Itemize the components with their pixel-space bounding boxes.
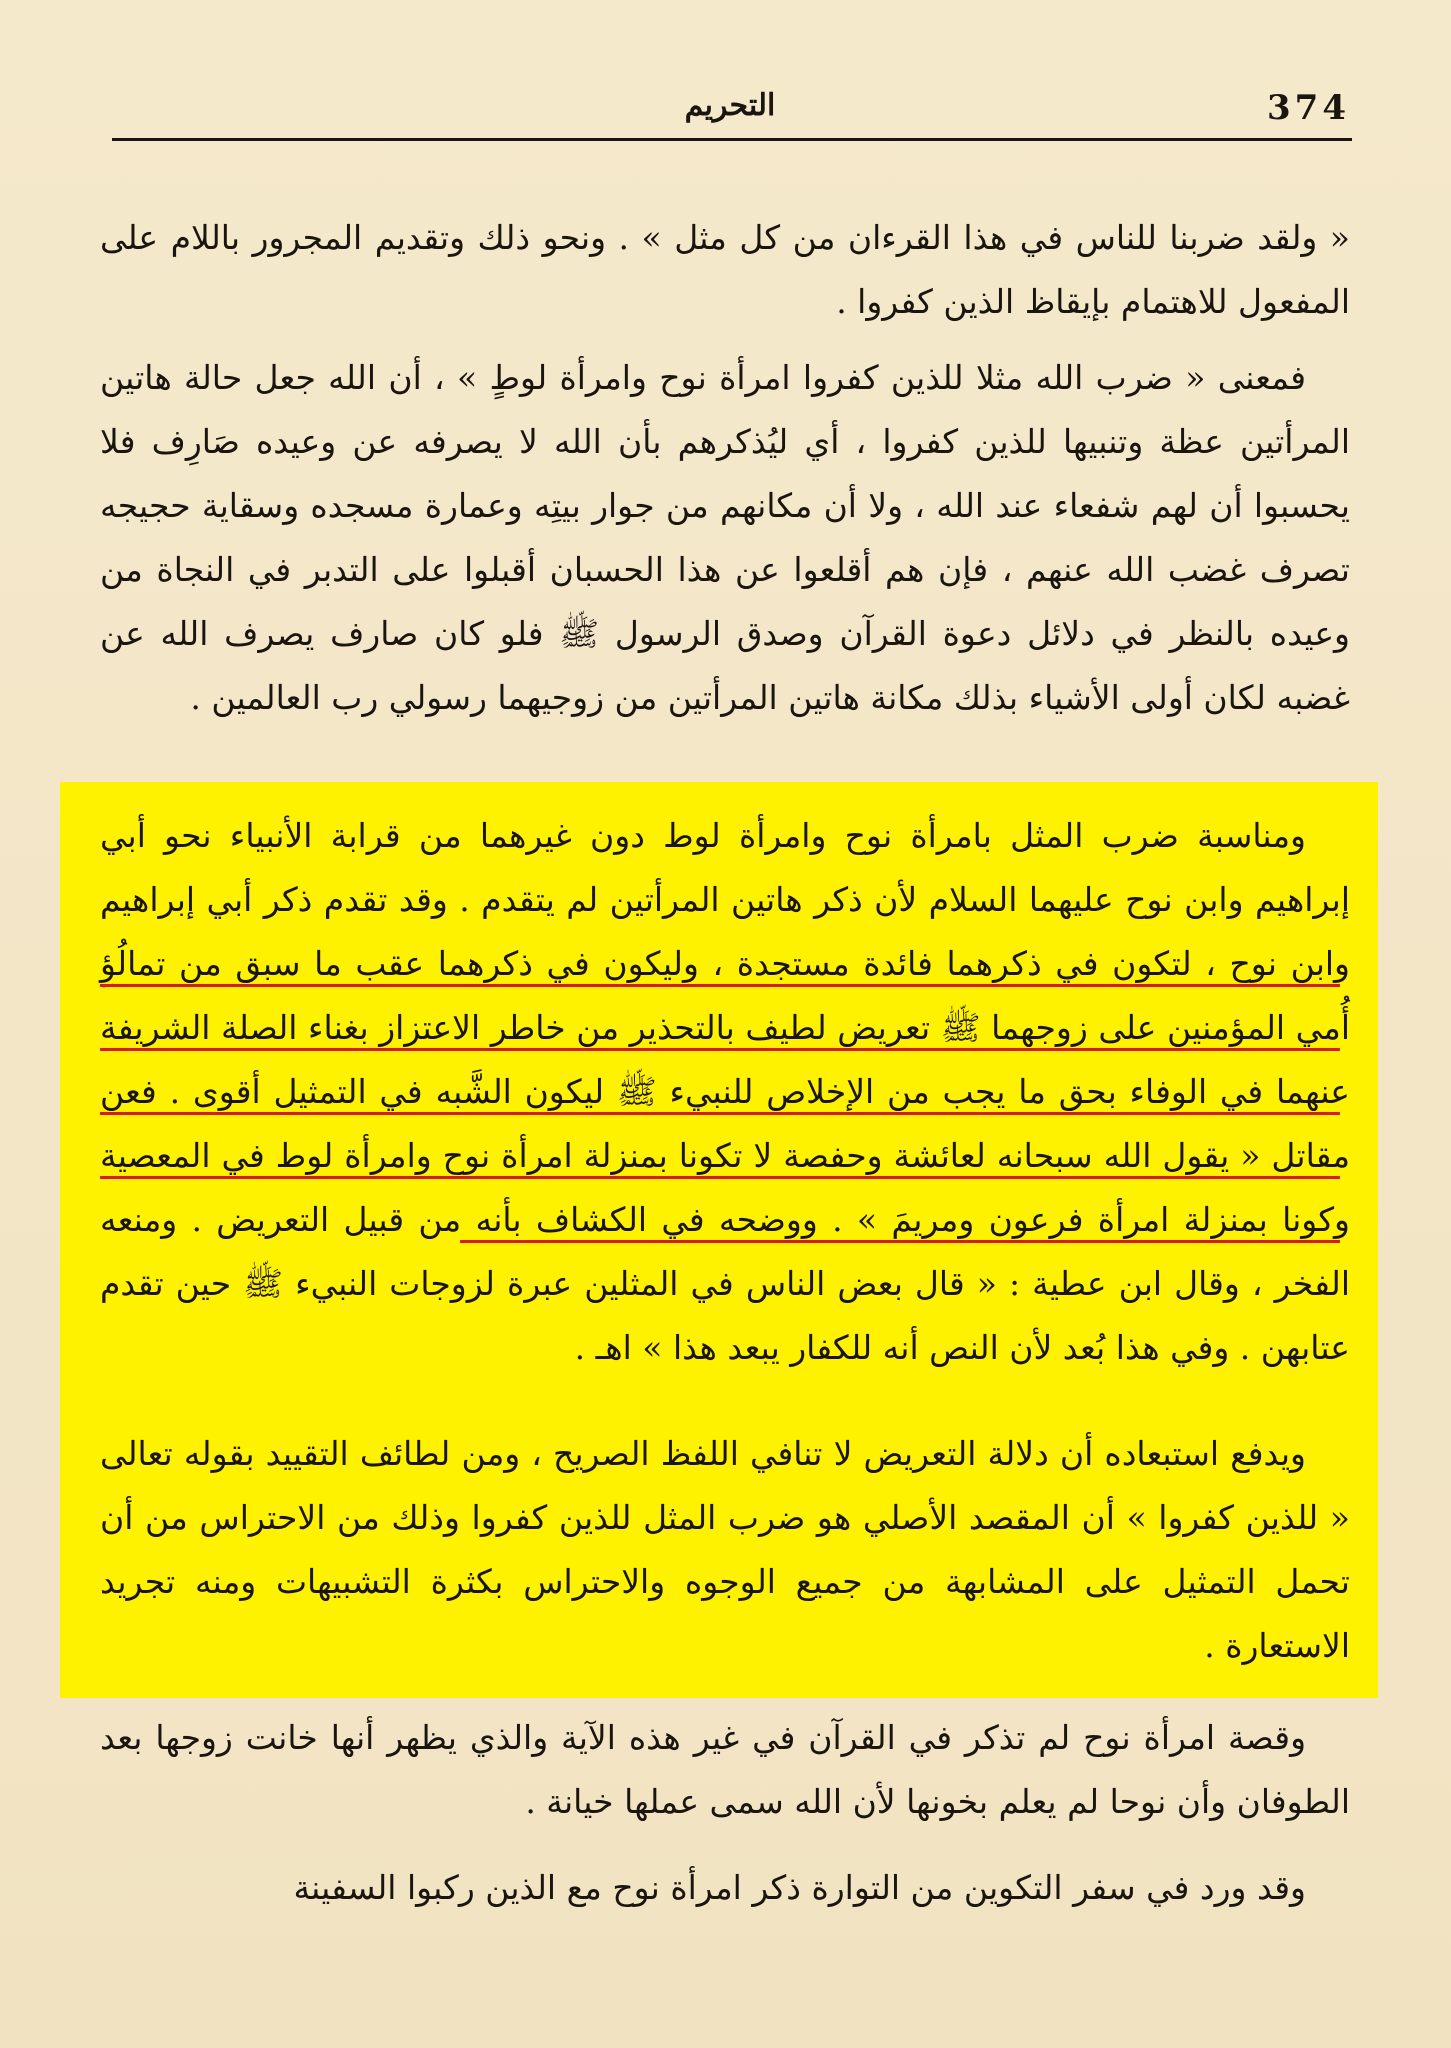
paragraph-2 bbox=[100, 346, 1350, 730]
underline-mark bbox=[100, 1112, 1340, 1115]
paragraph-text: وقصة امرأة نوح لم تذكر في القرآن في غير هذه الآية والذي يظهر أنها خانت زوجها بعد الطوفان وأن نوحا لم يعلم بخونها لأن الله سمى عملها خيانة . bbox=[100, 1718, 1350, 1821]
header-rule bbox=[112, 138, 1352, 141]
underline-mark bbox=[100, 1176, 1340, 1179]
underline-mark bbox=[460, 1240, 1340, 1243]
paragraph-4 bbox=[100, 1422, 1350, 1678]
page-header bbox=[110, 88, 1350, 136]
paragraph-6 bbox=[100, 1856, 1350, 1920]
paragraph-text: ويدفع استبعاده أن دلالة التعريض لا تنافي اللفظ الصريح ، ومن لطائف التقييد بقوله تعالى « للذين كفروا » أن المقصد الأصلي هو ضرب المثل للذين كفروا وذلك من الاحتراس من أن تحمل التمثيل على المشابهة من جميع الوجوه والاحتراس بكثرة التشبيهات ومنه تجريد الاستعارة . bbox=[100, 1434, 1350, 1665]
underline-mark bbox=[100, 1048, 1340, 1051]
paragraph-text: وقد ورد في سفر التكوين من التوارة ذكر امرأة نوح مع الذين ركبوا السفينة bbox=[293, 1868, 1306, 1907]
paragraph-text: « ولقد ضربنا للناس في هذا القرءان من كل مثل » . ونحو ذلك وتقديم المجرور باللام على المفعول للاهتمام بإيقاظ الذين كفروا . bbox=[100, 218, 1350, 321]
paragraph-text: ومناسبة ضرب المثل بامرأة نوح وامرأة لوط دون غيرهما من قرابة الأنبياء نحو أبي إبراهيم وابن نوح عليهما السلام لأن ذكر هاتين المرأتين لم يتقدم . وقد تقدم ذكر أبي إبراهيم وابن نوح ، لتكون في ذكرهما فائدة مستجدة ، وليكون في ذكرهما عقب ما سبق من تمالُؤِ أُمي المؤمنين على زوجهما ﷺ تعريض لطيف بالتحذير من خاطر الاعتزاز بغناء الصلة الشريفة عنهما في الوفاء بحق ما يجب من الإخلاص للنبيء ﷺ ليكون الشَّبه في التمثيل أقوى . فعن مقاتل « يقول الله سبحانه لعائشة وحفصة لا تكونا بمنزلة امرأة نوح وامرأة لوط في المعصية وكونا بمنزلة امرأة فرعون ومريمَ » . ووضحه في الكشاف بأنه من قبيل التعريض . ومنعه الفخر ، وقال ابن عطية : « قال بعض الناس في المثلين عبرة لزوجات النبيء ﷺ حين تقدم عتابهن . وفي هذا بُعد لأن النص أنه للكفار يبعد هذا » اهـ . bbox=[100, 816, 1350, 1367]
paragraph-5 bbox=[100, 1706, 1350, 1834]
highlighted-passage bbox=[60, 782, 1378, 1698]
paragraph-text: فمعنى « ضرب الله مثلا للذين كفروا امرأة نوح وامرأة لوطٍ » ، أن الله جعل حالة هاتين المرأتين عظة وتنبيها للذين كفروا ، أي ليُذكرهم بأن الله لا يصرفه عن وعيده صَارِف فلا يحسبوا أن لهم شفعاء عند الله ، ولا أن مكانهم من جوار بيتِه وعمارة مسجده وسقاية حجيجه تصرف غضب الله عنهم ، فإن هم أقلعوا عن هذا الحسبان أقبلوا على التدبر في النجاة من وعيده بالنظر في دلائل دعوة القرآن وصدق الرسول ﷺ فلو كان صارف يصرف الله عن غضبه لكان أولى الأشياء بذلك مكانة هاتين المرأتين من زوجيهما رسولي رب العالمين . bbox=[100, 358, 1350, 717]
running-title: التحريم bbox=[684, 88, 776, 123]
paragraph-1 bbox=[100, 206, 1350, 334]
paragraph-3 bbox=[100, 804, 1350, 1380]
page-number: 374 bbox=[1267, 88, 1350, 128]
underline-mark bbox=[100, 984, 1340, 987]
